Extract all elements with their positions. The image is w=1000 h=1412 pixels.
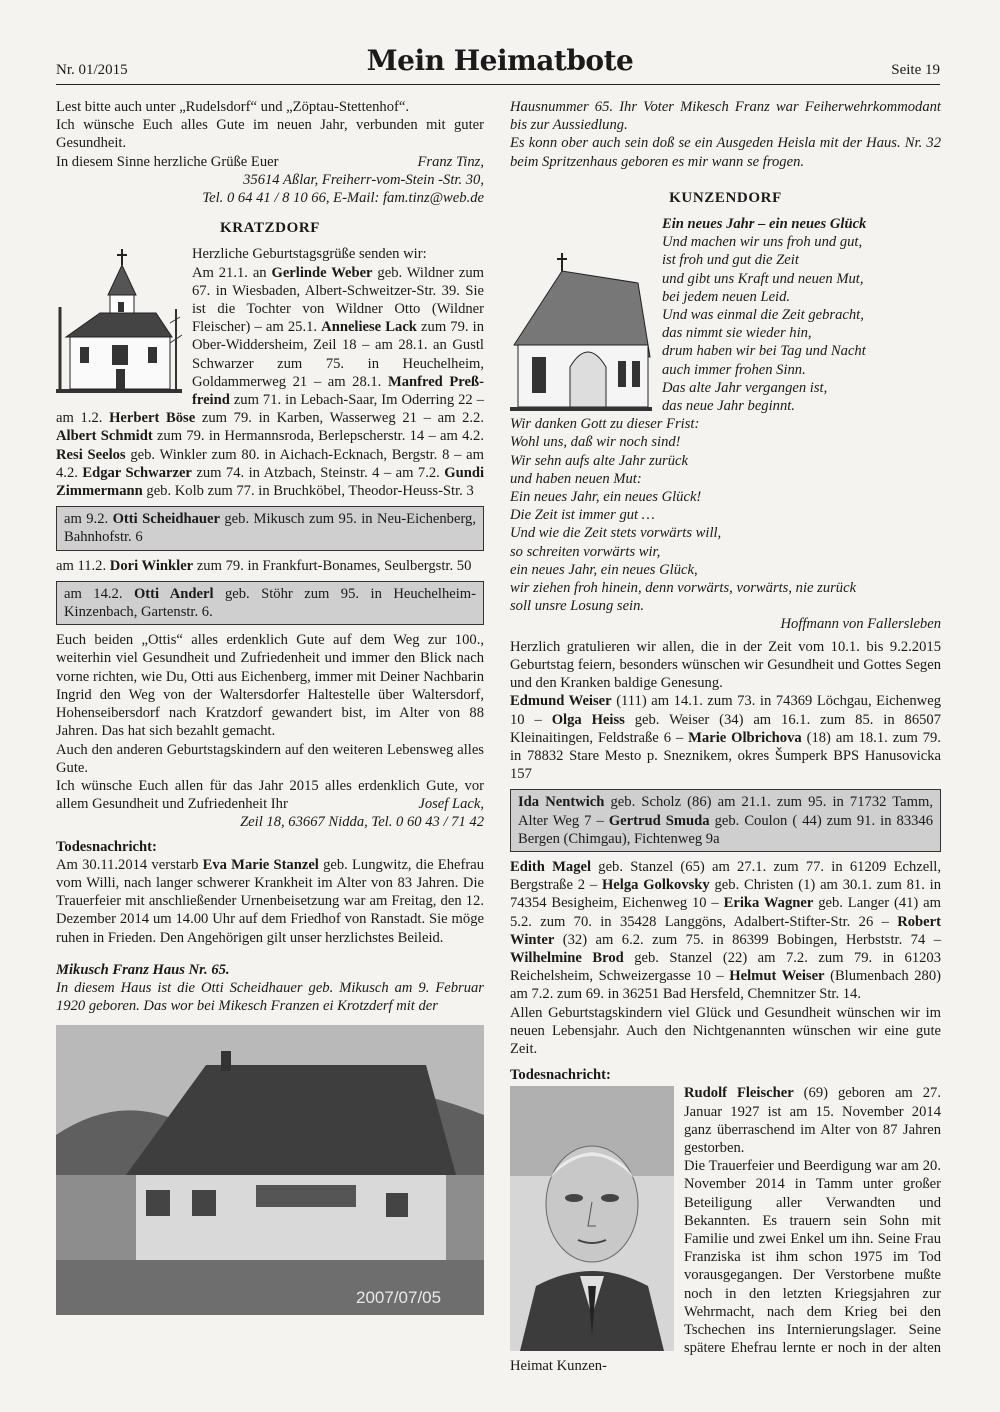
birthday-text: (32) am 6.2. zum 75. in 86399 Bobingen, Herbststr. 74 –: [554, 931, 941, 948]
birthday-text: geb. Winkler zum 80. in Aichach-Ecknach, Bergstr. 8 – am 4.2.: [56, 446, 484, 481]
kunzendorf-heading: KUNZENDORF: [669, 189, 782, 206]
box-text: am 9.2.: [64, 511, 113, 528]
box-text: geb. Scholz (86) am 21.1. zum 95. in 71732 Tamm, Alter Weg 7 –: [518, 794, 933, 829]
greeting-line: [56, 153, 484, 171]
birthday-text: geb. Stanzel (65) am 27.1. zum 77. in 61209 Echzell, Bergstraße 2 –: [510, 858, 942, 894]
birthday-intro: Herzliche Geburtstagsgrüße senden wir:: [192, 246, 427, 263]
page-number: Seite 19: [891, 62, 940, 78]
box-name: Ida Nentwich: [518, 794, 605, 811]
poem-line: Und machen wir uns froh und gut,: [662, 234, 863, 251]
sender-contact: Tel. 0 64 41 / 8 10 66, E-Mail: fam.tinz@web.de: [202, 190, 484, 207]
birthday-dori-winkler: [56, 557, 484, 575]
wish-address: Zeil 18, 63667 Nidda, Tel. 0 60 43 / 71 42: [240, 814, 484, 831]
birthday-text: (18) am 18.1. zum 79. in 78832 Stare Mesto p. Sneznikem, okres Šumperk BPS Hanusovicka 157: [510, 729, 941, 783]
closing-wishes: Allen Geburtstagskindern viel Glück und Gesundheit wünschen wir im neuen Lebensjahr. Auch den Nichtgenannten wünschen wir eine gute Zeit.: [510, 1004, 941, 1057]
birthday-text: geb. Christen (1) am 30.1. zum 81. in 74354 Besigheim, Eichenweg 10 –: [510, 877, 941, 912]
year-wishes: [56, 777, 484, 813]
poem-line: Wir danken Gott zu dieser Frist:: [510, 416, 700, 433]
greeting-text: In diesem Sinne herzliche Grüße Euer: [56, 153, 279, 170]
birthday-text: zum 79. in Hermannsroda, Berlepscherstr. 14 – am 4.2.: [152, 428, 484, 445]
congratulations-text: Herzlich gratulieren wir allen, die in der Zeit vom 10.1. bis 9.2.2015 Geburtstag feiern, besonders wünschen wir Gesundheit und Gottes Segen und den Kranken baldige Genesung.: [510, 638, 941, 692]
birthday-name: Gundi Zimmermann: [56, 464, 485, 500]
death-text: Am 30.11.2014 verstarb: [56, 856, 203, 873]
poem-line: auch immer frohen Sinn.: [662, 361, 806, 378]
poem-line: wir ziehen froh hinein, denn vorwärts, vorwärts, nie zurück: [510, 580, 857, 597]
birthday-name: Manfred Preßfreind: [192, 373, 484, 409]
sender-name: Franz Tinz,: [417, 153, 484, 170]
birthday-text: geb. Wildner zum 67. in Wiesbaden, Albert-Schweitzer-Str. 39. Sie ist die Tochter von Wildner Otto (Wildner Fleischer) – am 25.1.: [192, 264, 484, 336]
poem-line: ist froh und gut die Zeit: [662, 252, 799, 269]
birthday-name: Helga Golkovsky: [601, 877, 710, 894]
birthday-name: Wilhelmine Brod: [510, 949, 624, 966]
poem-line: das nimmt sie wieder hin,: [662, 325, 812, 342]
issue-number: Nr. 01/2015: [56, 62, 128, 78]
birthday-text: zum 71. in Lebach-Saar, Im Oderring 22 – am 1.2.: [56, 392, 484, 427]
poem-line: so schreiten vorwärts wir,: [510, 543, 661, 560]
others-wishes: Auch den anderen Geburtstagskindern auf den weiteren Lebensweg alles Gute.: [56, 741, 484, 776]
birthday-text: zum 79. in Frankfurt-Bonames, Seulbergstr. 50: [193, 557, 472, 574]
birthday-name: Dori Winkler: [109, 557, 194, 574]
birthday-name: Gerlinde Weber: [271, 264, 373, 281]
photo-date-stamp: 2007/07/05: [356, 1288, 442, 1308]
death-notice-text: [56, 856, 484, 947]
poem-line: und gibt uns Kraft und neuen Mut,: [662, 270, 864, 287]
wish-signature: Josef Lack,: [418, 796, 484, 813]
birthday-text: zum 74. in Atzbach, Steinstr. 4 – am 7.2.: [191, 464, 445, 481]
mikusch-house-text: In diesem Haus ist die Otti Scheidhauer geb. Mikusch am 9. Februar 1920 geboren. Das wor bei Mikesch Franzen ei Krotzderf mit der: [56, 979, 484, 1015]
right-column: [510, 98, 941, 1376]
death-text: (69) geboren am 27. Januar 1927 ist am 15. November 2014 ganz überraschend im Alter von 87 Jahren gestorben. Die Trauerfeier und Beerdigung war am 20. November 2014 in Tamm unter großer Beteiligung aller Verwandten und Bekannten. Es trauern sein Sohn mit Familie und zwei Enkel um ihn. Seine Frau Franziska ist ihm schon 1975 im Tod vorausgegangen. Der Verstorbene mußte noch in den letzten Kriegsjahren zur Wehrmacht, nach dem Krieg bei den Tschechen ins Internierungslager. Seine spätere Ehefrau lernte er noch in der alten Heimat Kunzen-: [510, 1085, 941, 1375]
newspaper-title: Mein Heimatbote: [366, 44, 634, 77]
poem-line: drum haben wir bei Tag und Nacht: [662, 343, 866, 360]
kratzdorf-church-drawing: [56, 247, 182, 399]
box-text: geb. Mikusch zum 95. in Neu-Eichenberg, Bahnhofstr. 6: [64, 511, 476, 546]
header-rule: [56, 84, 940, 85]
poem-line: Und wie die Zeit stets vorwärts will,: [510, 525, 722, 542]
birthday-text: zum 79. in Ober-Widdersheim, Zeil 18 – am 28.1. an Gustl Schwarzer zum 75. in Heuchelheim, Goldammerweg 21 – am 28.1.: [192, 319, 485, 390]
birthday-text: geb. Langer (41) am 5.2. zum 70. in 35428 Langgöns, Adalbert-Stifter-Str. 26 –: [510, 895, 941, 930]
birthday-text: geb. Kolb zum 77. in Bruchköbel, Theodor-Heuss-Str. 3: [142, 483, 474, 500]
birthday-name: Erika Wagner: [723, 895, 814, 912]
death-name: Eva Marie Stanzel: [202, 856, 319, 873]
death-notice-title-right: Todesnachricht:: [510, 1067, 611, 1084]
poem-line: bei jedem neuen Leid.: [662, 288, 791, 305]
box-text: geb. Coulon ( 44) zum 91. in 83346 Bergen (Chimgau), Fichtenweg 9a: [518, 812, 934, 847]
poem-line: und haben neuen Mut:: [510, 470, 642, 487]
death-text: geb. Lungwitz, die Ehefrau vom Willi, nach langer schwerer Krankheit im Alter von 83 Jahren. Die Trauerfeier mit anschließender Urnenbeisetzung war am Freitag, den 12. Dezember 2014 um 14.00 Uhr auf dem Friedhof von Ranstadt. Sie möge ruhen in Frieden. Den Angehörigen gilt unser herzlichstes Beileid.: [56, 856, 484, 946]
poem-line: Und was einmal die Zeit gebracht,: [662, 307, 864, 324]
kunzendorf-birthdays-2: [510, 858, 941, 1004]
birthday-name: Edmund Weiser: [510, 693, 612, 710]
highlight-box-otti-scheidhauer: [56, 506, 484, 550]
highlight-box-ida-nentwich: [510, 789, 941, 852]
birthday-name: Albert Schmidt: [56, 428, 153, 445]
mikusch-house-photo: [56, 1025, 484, 1315]
mikusch-house-continuation: Hausnummer 65. Ihr Voter Mikesch Franz war Feiherwehrkommodant bis zur Aussiedlung. Es konn ober auch sein doß se ein Ausgeden Heisla mit der Haus. Nr. 32 beim Spritzenhaus geboren es mir wann se frogen.: [510, 99, 941, 170]
poem-line: Ein neues Jahr, ein neues Glück!: [510, 489, 702, 506]
box-text: geb. Stöhr zum 95. in Heuchelheim-Kinzenbach, Gartenstr. 6.: [64, 585, 476, 621]
poem-line: das neue Jahr beginnt.: [662, 398, 795, 415]
birthday-text: geb. Weiser (34) am 16.1. zum 85. in 86507 Kleinaitingen, Feldstraße 6 –: [510, 711, 942, 746]
intro-line-1: Lest bitte auch unter „Rudelsdorf“ und „Zöptau-Stettenhof“.: [56, 99, 409, 115]
birthday-name: Marie Olbrichova: [688, 729, 802, 746]
birthday-name: Helmut Weiser: [729, 968, 825, 985]
death-notice-title: Todesnachricht:: [56, 838, 157, 855]
poem-line: Wir sehn aufs alte Jahr zurück: [510, 452, 688, 469]
box-name: Gertrud Smuda: [608, 812, 710, 829]
birthday-text: zum 79. in Karben, Wasserweg 21 – am 2.2.: [195, 410, 484, 427]
highlight-box-otti-anderl: [56, 581, 484, 625]
birthday-name: Olga Heiss: [551, 711, 625, 728]
birthday-text: geb. Stanzel (22) am 7.2. zum 79. in 61203 Reichelsheim, Schweizergasse 10 –: [510, 949, 942, 985]
birthday-text: (Blumenbach 280) am 7.2. zum 69. in 36251 Bad Hersfeld, Chemnitzer Str. 14.: [510, 968, 942, 1003]
birthday-name: Edgar Schwarzer: [82, 464, 192, 481]
wish-text: Ich wünsche Euch allen für das Jahr 2015 alles erdenklich Gute, vor allem Gesundheit und Zufriedenheit Ihr: [56, 777, 484, 813]
poem-line: Die Zeit ist immer gut …: [510, 507, 655, 524]
intro-line-2: Ich wünsche Euch alles Gute im neuen Jahr, verbunden mit guter Gesundheit.: [56, 117, 484, 152]
birthday-name: Herbert Böse: [109, 410, 196, 427]
ottis-wishes: Euch beiden „Ottis“ alles erdenklich Gute auf dem Weg zur 100., weiterhin viel Gesundheit und Zufriedenheit und immer den Blick nach vorne richten, wie Du, Otti aus Eichenberg, immer mit Deiner Nachbarin Ingrid den Weg von der Waltersdorfer Haltestelle über Waltersdorf, Hohenseibersdorf nach Kratzdorf gewandert bist, im Alter von 88 Jahren. Das hat sich bezahlt gemacht.: [56, 632, 484, 740]
left-column: [56, 98, 484, 1321]
box-text: am 14.2.: [64, 585, 134, 602]
poem-line: Wohl uns, daß wir noch sind!: [510, 434, 681, 451]
box-name: Otti Anderl: [133, 585, 214, 602]
poem-line: ein neues Jahr, ein neues Glück,: [510, 561, 698, 578]
poem-author: Hoffmann von Fallersleben: [780, 616, 941, 633]
rudolf-fleischer-portrait: [510, 1086, 674, 1351]
birthday-name: Robert Winter: [510, 913, 941, 948]
death-name: Rudolf Fleischer: [684, 1085, 794, 1102]
birthday-text: Am 21.1. an: [192, 264, 272, 281]
sender-address: 35614 Aßlar, Freiherr-vom-Stein -Str. 30,: [243, 171, 484, 188]
birthday-text: am 11.2.: [56, 557, 110, 574]
poem-line: Das alte Jahr vergangen ist,: [662, 379, 828, 396]
birthday-name: Edith Magel: [510, 858, 592, 875]
poem-line: soll unsre Losung sein.: [510, 598, 645, 615]
mikusch-house-title: Mikusch Franz Haus Nr. 65.: [56, 961, 230, 978]
birthday-text: (111) am 14.1. zum 73. in 74369 Löchgau, Eichenweg 10 –: [510, 693, 941, 728]
birthday-name: Anneliese Lack: [321, 319, 417, 336]
kratzdorf-heading: KRATZDORF: [219, 220, 321, 237]
kunzendorf-church-drawing: [510, 217, 652, 413]
birthday-name: Resi Seelos: [56, 446, 126, 463]
poem-title: Ein neues Jahr – ein neues Glück: [662, 216, 867, 233]
box-name: Otti Scheidhauer: [112, 511, 220, 528]
kunzendorf-birthdays-1: [510, 692, 941, 783]
